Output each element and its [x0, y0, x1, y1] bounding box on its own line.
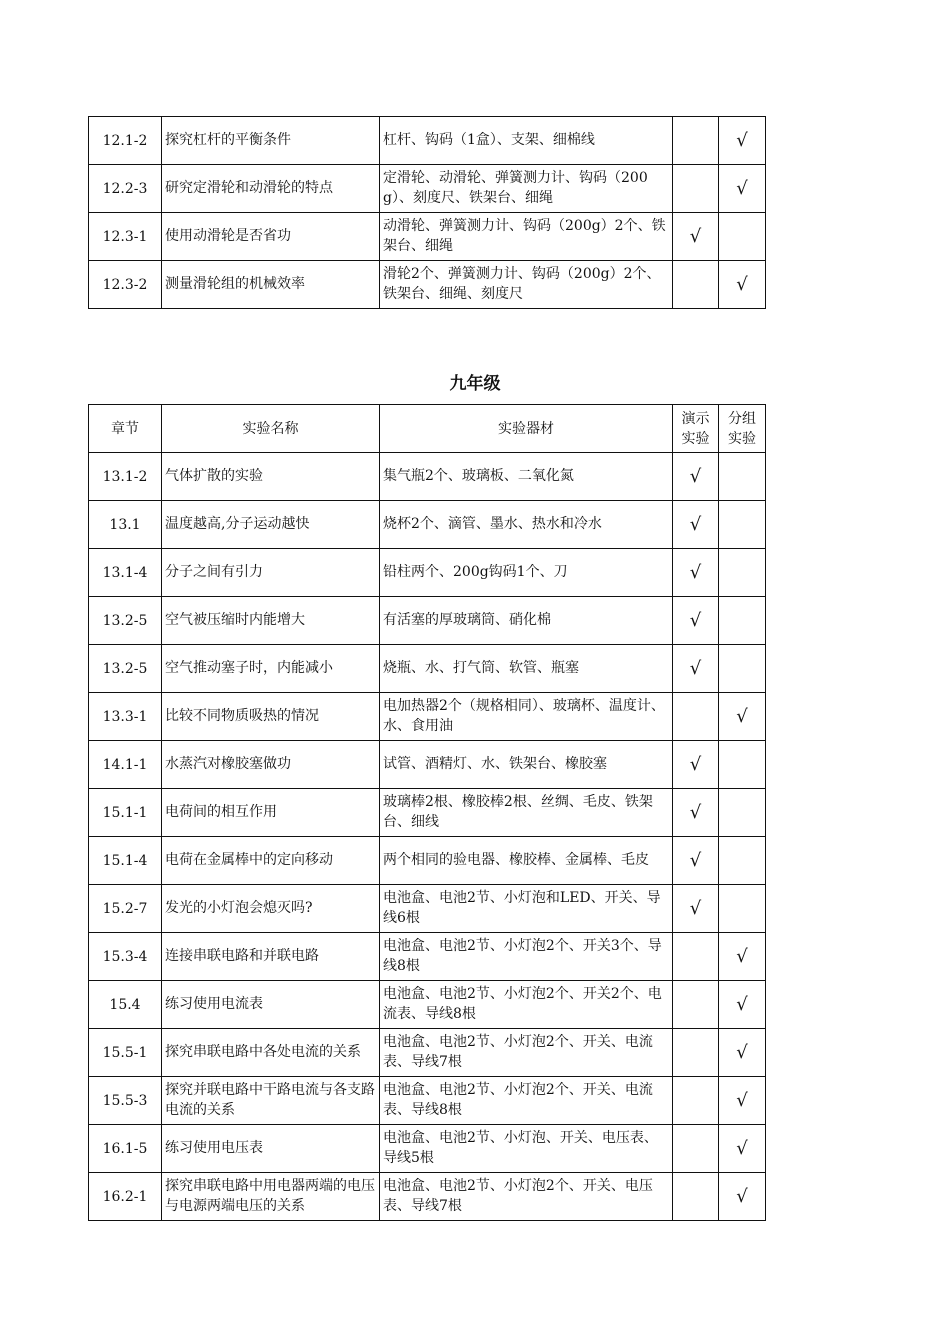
- chapter-cell: 13.2-5: [89, 645, 162, 693]
- demo-mark-cell: √: [673, 885, 719, 933]
- table-row: [89, 117, 766, 165]
- chapter-cell: 13.1-2: [89, 453, 162, 501]
- demo-mark-cell: √: [673, 501, 719, 549]
- demo-mark-cell: [673, 933, 719, 981]
- chapter-cell: 13.2-5: [89, 597, 162, 645]
- demo-mark-cell: [673, 981, 719, 1029]
- equipment-cell: 有活塞的厚玻璃筒、硝化棉: [380, 597, 673, 645]
- table-row: [89, 1077, 766, 1125]
- group-mark-cell: [719, 741, 766, 789]
- group-mark-cell: [719, 213, 766, 261]
- chapter-cell: 15.5-1: [89, 1029, 162, 1077]
- name-cell: 探究串联电路中用电器两端的电压与电源两端电压的关系: [162, 1173, 380, 1221]
- demo-mark-cell: √: [673, 597, 719, 645]
- table-row: [89, 837, 766, 885]
- table-row: [89, 501, 766, 549]
- name-cell: 练习使用电压表: [162, 1125, 380, 1173]
- group-mark-cell: √: [719, 117, 766, 165]
- demo-mark-cell: √: [673, 549, 719, 597]
- group-mark-cell: √: [719, 981, 766, 1029]
- name-cell: 探究杠杆的平衡条件: [162, 117, 380, 165]
- header-equipment: 实验器材: [380, 405, 673, 453]
- group-mark-cell: √: [719, 933, 766, 981]
- group-mark-cell: [719, 645, 766, 693]
- table-row: [89, 933, 766, 981]
- grade-title: 九年级: [449, 374, 501, 394]
- name-cell: 分子之间有引力: [162, 549, 380, 597]
- equipment-cell: 电池盒、电池2节、小灯泡2个、开关、电流表、导线7根: [380, 1029, 673, 1077]
- header-group: 分组实验: [719, 405, 766, 453]
- name-cell: 测量滑轮组的机械效率: [162, 261, 380, 309]
- equipment-cell: 杠杆、钩码（1盒）、支架、细棉线: [380, 117, 673, 165]
- chapter-cell: 12.3-2: [89, 261, 162, 309]
- table-row: [89, 789, 766, 837]
- demo-mark-cell: [673, 1077, 719, 1125]
- table-row: [89, 261, 766, 309]
- name-cell: 气体扩散的实验: [162, 453, 380, 501]
- table-row: [89, 693, 766, 741]
- chapter-cell: 16.2-1: [89, 1173, 162, 1221]
- equipment-cell: 滑轮2个、弹簧测力计、钩码（200g）2个、铁架台、细绳、刻度尺: [380, 261, 673, 309]
- demo-mark-cell: √: [673, 741, 719, 789]
- equipment-cell: 电池盒、电池2节、小灯泡2个、开关、电流表、导线8根: [380, 1077, 673, 1125]
- name-cell: 使用动滑轮是否省功: [162, 213, 380, 261]
- name-cell: 探究串联电路中各处电流的关系: [162, 1029, 380, 1077]
- equipment-cell: 试管、酒精灯、水、铁架台、橡胶塞: [380, 741, 673, 789]
- equipment-cell: 电池盒、电池2节、小灯泡、开关、电压表、导线5根: [380, 1125, 673, 1173]
- demo-mark-cell: √: [673, 789, 719, 837]
- chapter-cell: 12.3-1: [89, 213, 162, 261]
- demo-mark-cell: [673, 165, 719, 213]
- equipment-cell: 两个相同的验电器、橡胶棒、金属棒、毛皮: [380, 837, 673, 885]
- name-cell: 水蒸汽对橡胶塞做功: [162, 741, 380, 789]
- demo-mark-cell: √: [673, 645, 719, 693]
- name-cell: 空气推动塞子时，内能减小: [162, 645, 380, 693]
- chapter-cell: 15.1-1: [89, 789, 162, 837]
- grade9-experiment-table: [88, 404, 766, 1221]
- table-row: [89, 213, 766, 261]
- equipment-cell: 玻璃棒2根、橡胶棒2根、丝绸、毛皮、铁架台、细线: [380, 789, 673, 837]
- demo-mark-cell: √: [673, 213, 719, 261]
- group-mark-cell: √: [719, 1125, 766, 1173]
- equipment-cell: 烧杯2个、滴管、墨水、热水和冷水: [380, 501, 673, 549]
- name-cell: 温度越高,分子运动越快: [162, 501, 380, 549]
- table-row: [89, 645, 766, 693]
- header-name: 实验名称: [162, 405, 380, 453]
- demo-mark-cell: [673, 117, 719, 165]
- equipment-cell: 电池盒、电池2节、小灯泡2个、开关3个、导线8根: [380, 933, 673, 981]
- name-cell: 空气被压缩时内能增大: [162, 597, 380, 645]
- equipment-cell: 定滑轮、动滑轮、弹簧测力计、钩码（200g）、刻度尺、铁架台、细绳: [380, 165, 673, 213]
- header-demo: 演示实验: [673, 405, 719, 453]
- group-mark-cell: [719, 453, 766, 501]
- demo-mark-cell: [673, 261, 719, 309]
- demo-mark-cell: [673, 1125, 719, 1173]
- equipment-cell: 动滑轮、弹簧测力计、钩码（200g）2个、铁架台、细绳: [380, 213, 673, 261]
- name-cell: 电荷在金属棒中的定向移动: [162, 837, 380, 885]
- chapter-cell: 15.3-4: [89, 933, 162, 981]
- demo-mark-cell: [673, 1029, 719, 1077]
- group-mark-cell: [719, 501, 766, 549]
- name-cell: 探究并联电路中干路电流与各支路电流的关系: [162, 1077, 380, 1125]
- name-cell: 比较不同物质吸热的情况: [162, 693, 380, 741]
- group-mark-cell: [719, 597, 766, 645]
- chapter-cell: 14.1-1: [89, 741, 162, 789]
- table-row: [89, 549, 766, 597]
- group-mark-cell: [719, 549, 766, 597]
- chapter-cell: 13.1: [89, 501, 162, 549]
- name-cell: 发光的小灯泡会熄灭吗?: [162, 885, 380, 933]
- equipment-cell: 铅柱两个、200g钩码1个、刀: [380, 549, 673, 597]
- chapter-cell: 13.3-1: [89, 693, 162, 741]
- group-mark-cell: [719, 789, 766, 837]
- equipment-cell: 电池盒、电池2节、小灯泡和LED、开关、导线6根: [380, 885, 673, 933]
- chapter-cell: 12.2-3: [89, 165, 162, 213]
- group-mark-cell: √: [719, 1173, 766, 1221]
- name-cell: 练习使用电流表: [162, 981, 380, 1029]
- equipment-cell: 集气瓶2个、玻璃板、二氧化氮: [380, 453, 673, 501]
- chapter-cell: 13.1-4: [89, 549, 162, 597]
- demo-mark-cell: √: [673, 837, 719, 885]
- name-cell: 连接串联电路和并联电路: [162, 933, 380, 981]
- chapter-cell: 15.2-7: [89, 885, 162, 933]
- equipment-cell: 电池盒、电池2节、小灯泡2个、开关、电压表、导线7根: [380, 1173, 673, 1221]
- table-row: [89, 981, 766, 1029]
- group-mark-cell: √: [719, 165, 766, 213]
- equipment-cell: 电池盒、电池2节、小灯泡2个、开关2个、电流表、导线8根: [380, 981, 673, 1029]
- chapter-cell: 15.4: [89, 981, 162, 1029]
- table-row: [89, 1029, 766, 1077]
- table-row: [89, 1173, 766, 1221]
- chapter-cell: 15.1-4: [89, 837, 162, 885]
- group-mark-cell: √: [719, 1029, 766, 1077]
- table-row: [89, 885, 766, 933]
- chapter-cell: 16.1-5: [89, 1125, 162, 1173]
- table-row: [89, 1125, 766, 1173]
- table-row: [89, 453, 766, 501]
- equipment-cell: 烧瓶、水、打气筒、软管、瓶塞: [380, 645, 673, 693]
- group-mark-cell: √: [719, 1077, 766, 1125]
- name-cell: 电荷间的相互作用: [162, 789, 380, 837]
- group-mark-cell: [719, 885, 766, 933]
- demo-mark-cell: √: [673, 453, 719, 501]
- equipment-cell: 电加热器2个（规格相同）、玻璃杯、温度计、水、食用油: [380, 693, 673, 741]
- table-row: [89, 165, 766, 213]
- chapter-cell: 15.5-3: [89, 1077, 162, 1125]
- table-row: [89, 741, 766, 789]
- name-cell: 研究定滑轮和动滑轮的特点: [162, 165, 380, 213]
- table-row: [89, 597, 766, 645]
- table-header-row: [89, 405, 766, 453]
- chapter-cell: 12.1-2: [89, 117, 162, 165]
- demo-mark-cell: [673, 693, 719, 741]
- grade8-continuation-table: [88, 116, 766, 309]
- group-mark-cell: [719, 837, 766, 885]
- demo-mark-cell: [673, 1173, 719, 1221]
- group-mark-cell: √: [719, 693, 766, 741]
- group-mark-cell: √: [719, 261, 766, 309]
- header-chapter: 章节: [89, 405, 162, 453]
